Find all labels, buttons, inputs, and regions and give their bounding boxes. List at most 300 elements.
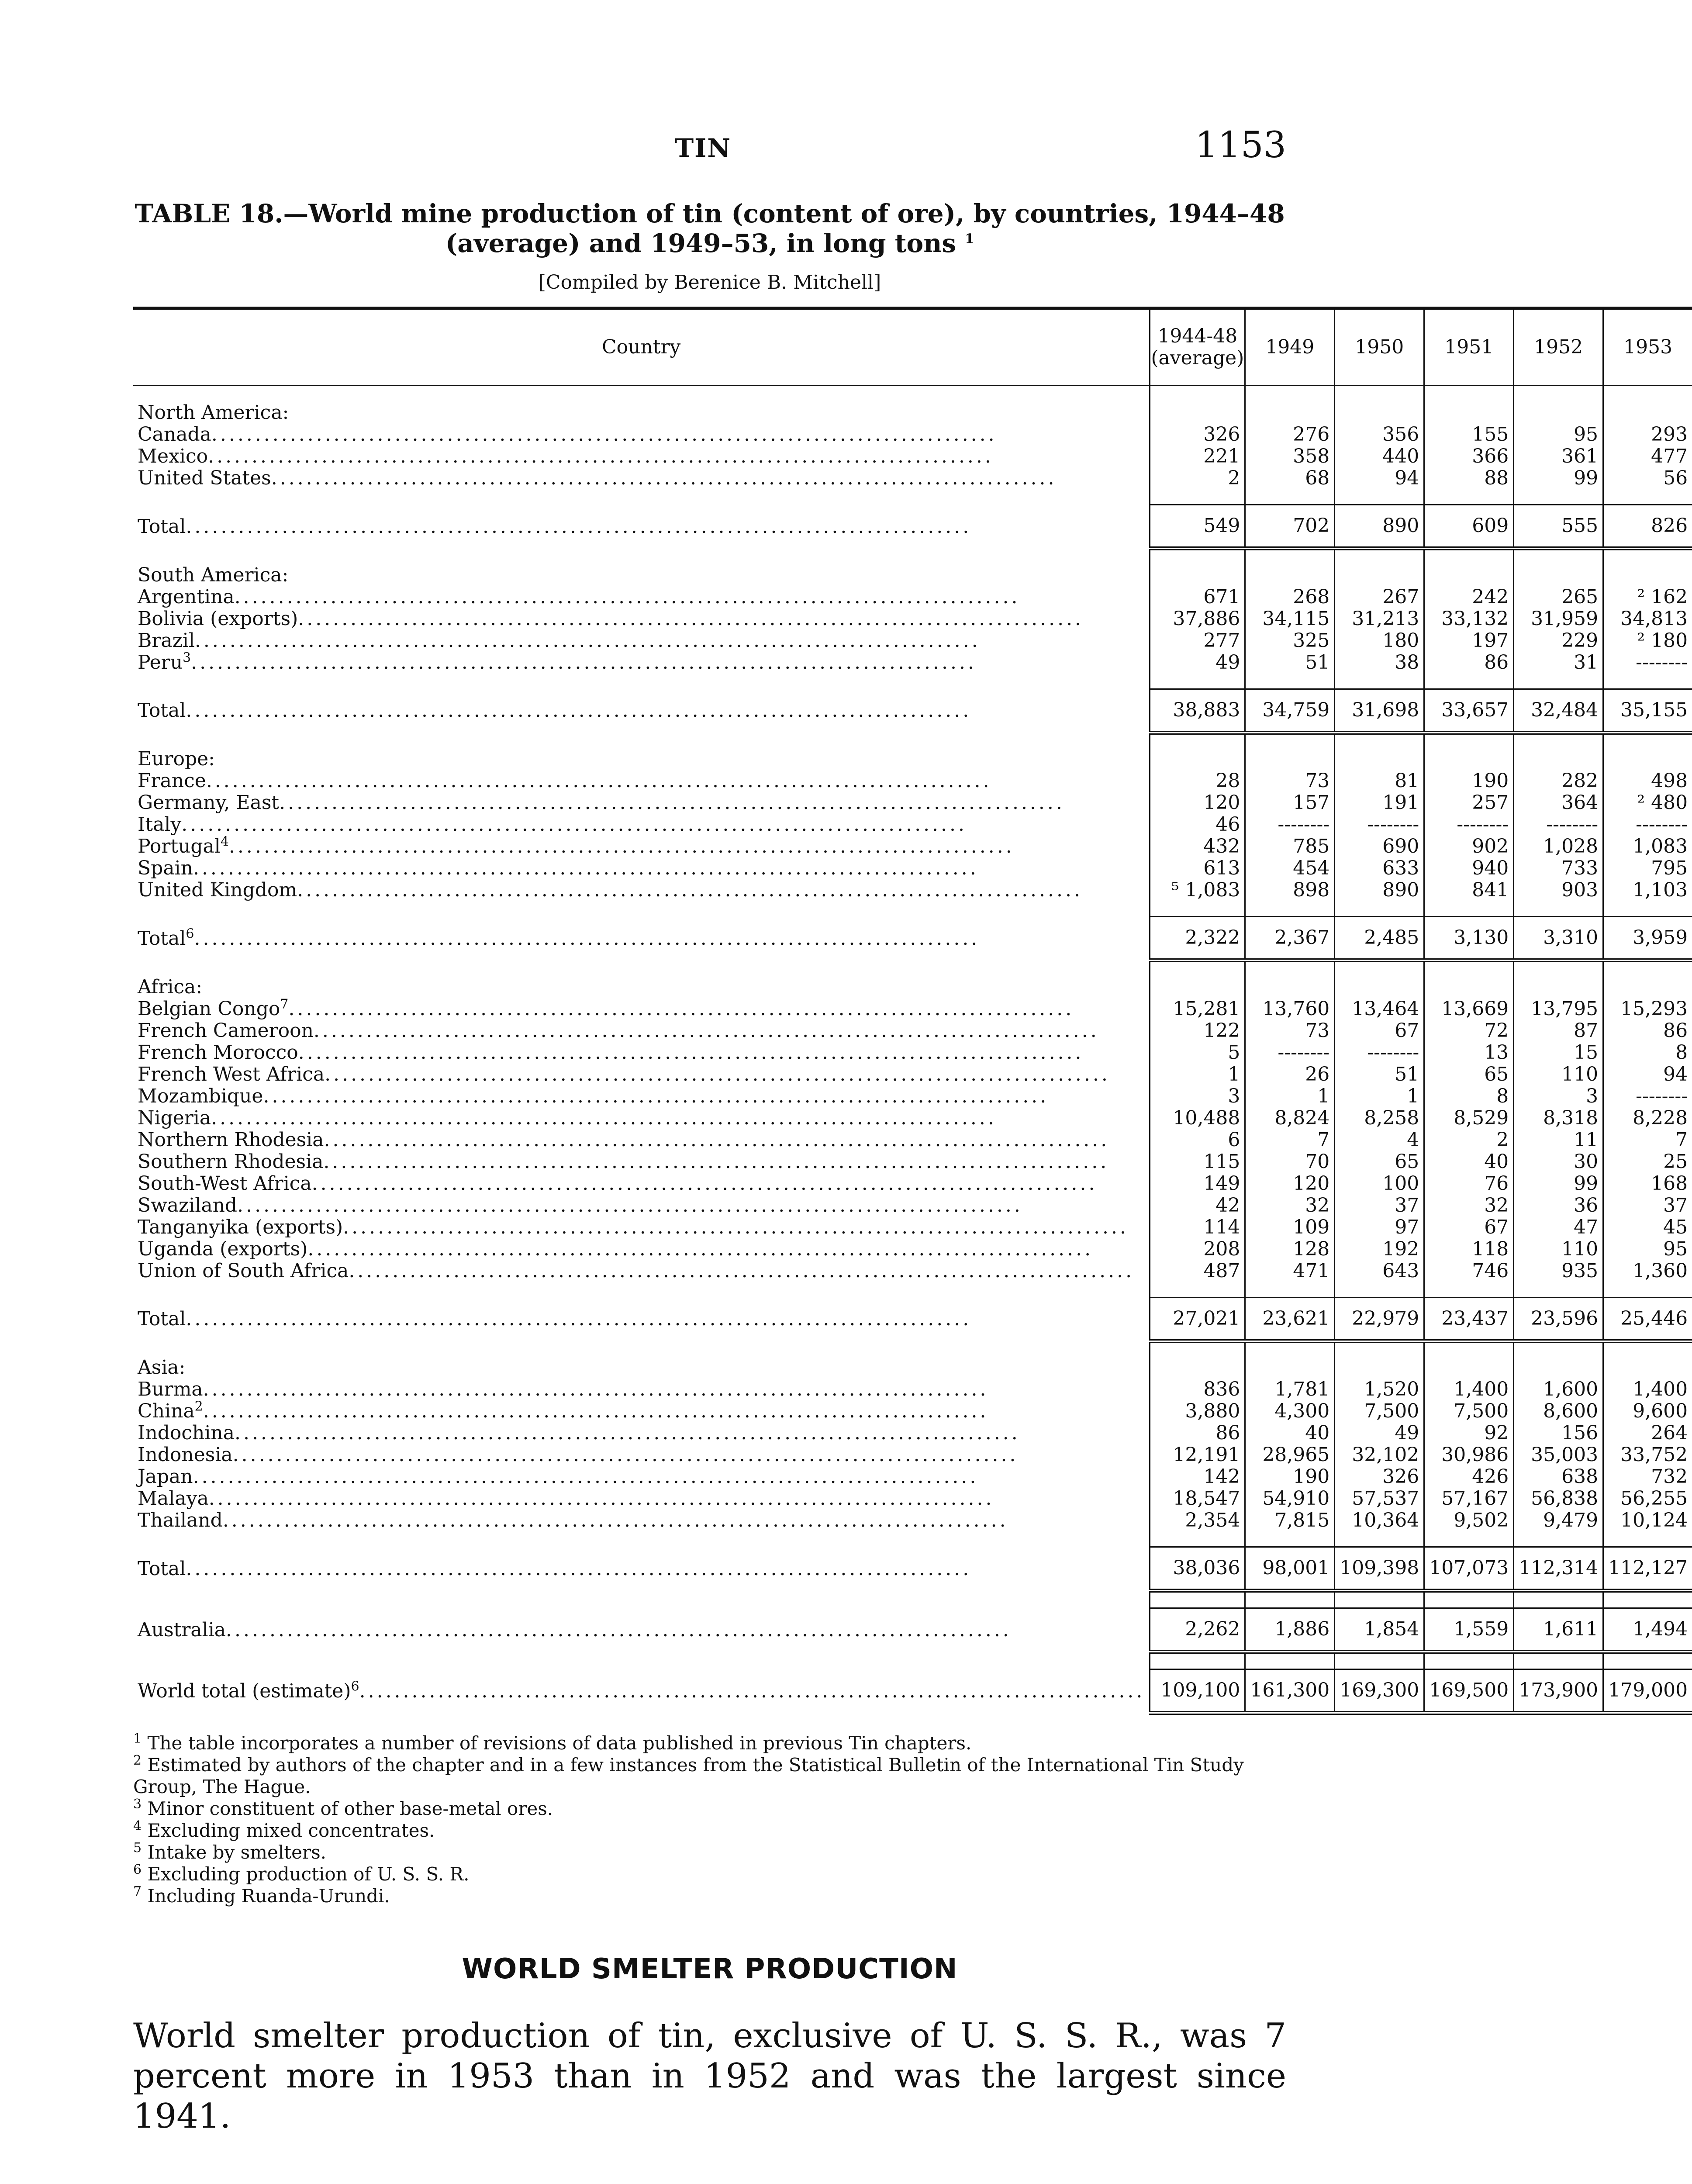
country-name: Thailand.......................................................................................... (138, 1509, 1008, 1531)
table-cell: 3,130 (1424, 917, 1514, 961)
table-cell: 38,036 (1150, 1547, 1245, 1591)
table-cell: 87 (1514, 1020, 1603, 1042)
table-row (133, 446, 1692, 467)
spacer-row (133, 1591, 1692, 1608)
table-cell: 10,124 (1603, 1510, 1692, 1531)
table-cell: 67 (1335, 1020, 1424, 1042)
spacer-row (133, 674, 1692, 689)
table-cell: -------- (1245, 1042, 1335, 1064)
table-cell: 73 (1245, 1020, 1335, 1042)
table-cell: 2,367 (1245, 917, 1335, 961)
table-cell: 1,559 (1424, 1608, 1514, 1652)
table-row (133, 792, 1692, 814)
section-title: WORLD SMELTER PRODUCTION (462, 1953, 958, 1985)
table-row (133, 836, 1692, 857)
table-cell: 208 (1150, 1238, 1245, 1260)
table-cell: 7,500 (1424, 1400, 1514, 1422)
table-cell: 88 (1424, 467, 1514, 489)
table-cell: 28 (1150, 770, 1245, 792)
table-row (133, 1422, 1692, 1444)
table-cell: 32,102 (1335, 1444, 1424, 1466)
empty-cell (1424, 1341, 1514, 1379)
table-cell: 13 (1424, 1042, 1514, 1064)
table-cell: 282 (1514, 770, 1603, 792)
table-row (133, 424, 1692, 446)
table-cell: 4 (1335, 1129, 1424, 1151)
table-cell: 3 (1150, 1085, 1245, 1107)
table-cell: 86 (1603, 1020, 1692, 1042)
table-cell: 37,886 (1150, 608, 1245, 630)
table-cell: 8,529 (1424, 1107, 1514, 1129)
table-cell: 13,760 (1245, 998, 1335, 1020)
table-row (133, 630, 1692, 652)
table-cell: 70 (1245, 1151, 1335, 1173)
country-name: Belgian Congo$^7$.......................................................................................... (138, 996, 1074, 1020)
table-row (133, 1085, 1692, 1107)
table-row (133, 1129, 1692, 1151)
table-cell: 40 (1424, 1151, 1514, 1173)
table-cell: 54,910 (1245, 1488, 1335, 1510)
table-cell: 47 (1514, 1216, 1603, 1238)
empty-cell (1603, 549, 1692, 586)
table-cell: 23,437 (1424, 1297, 1514, 1341)
table-row (133, 879, 1692, 901)
table-cell: 49 (1150, 652, 1245, 674)
table-cell: 32 (1245, 1195, 1335, 1216)
table-cell: 38 (1335, 652, 1424, 674)
empty-cell (1424, 961, 1514, 998)
table-cell: 27,021 (1150, 1297, 1245, 1341)
table-cell: 2,262 (1150, 1608, 1245, 1652)
column-header-1950: 1950 (1335, 308, 1424, 386)
table-cell: 795 (1603, 857, 1692, 879)
table-cell: 155 (1424, 424, 1514, 446)
table-cell: 94 (1603, 1064, 1692, 1085)
table-cell: 57,537 (1335, 1488, 1424, 1510)
table-cell: 267 (1335, 586, 1424, 608)
empty-cell (1335, 386, 1424, 424)
table-cell: 18,547 (1150, 1488, 1245, 1510)
table-cell: 1,360 (1603, 1260, 1692, 1282)
spacer-row (133, 901, 1692, 917)
table-cell: 161,300 (1245, 1669, 1335, 1713)
table-cell: 2,354 (1150, 1510, 1245, 1531)
table-cell: 32,484 (1514, 689, 1603, 733)
empty-cell (1245, 961, 1335, 998)
empty-cell (1245, 733, 1335, 770)
table-cell: 702 (1245, 505, 1335, 549)
total-label: Total.......................................................................................... (138, 1557, 972, 1580)
table-cell: 149 (1150, 1173, 1245, 1195)
table-cell: 364 (1514, 792, 1603, 814)
table-cell: 7,815 (1245, 1510, 1335, 1531)
country-name: French Morocco.......................................................................................... (138, 1041, 1084, 1064)
empty-cell (1603, 733, 1692, 770)
country-name: Indonesia.......................................................................................... (138, 1444, 1019, 1466)
table-cell: 356 (1335, 424, 1424, 446)
table-cell: 1,103 (1603, 879, 1692, 901)
region-heading-row (133, 549, 1692, 586)
table-cell: 940 (1424, 857, 1514, 879)
table-cell: 22,979 (1335, 1297, 1424, 1341)
table-cell: 15 (1514, 1042, 1603, 1064)
total-label: Total.......................................................................................... (138, 699, 972, 722)
country-name: Australia.......................................................................................... (138, 1618, 1012, 1641)
table-cell: 613 (1150, 857, 1245, 879)
country-name: United States.......................................................................................... (138, 467, 1057, 489)
table-cell: -------- (1424, 814, 1514, 836)
table-cell: 37 (1335, 1195, 1424, 1216)
table-cell: 935 (1514, 1260, 1603, 1282)
table-cell: 426 (1424, 1466, 1514, 1488)
table-cell: 671 (1150, 586, 1245, 608)
table-cell: 76 (1424, 1173, 1514, 1195)
table-cell: 8,600 (1514, 1400, 1603, 1422)
footnote: $^4$ Excluding mixed concentrates. (133, 1818, 435, 1841)
spacer-row (133, 1282, 1692, 1298)
compiled-by: [Compiled by Berenice B. Mitchell] (538, 271, 881, 294)
empty-cell (1245, 386, 1335, 424)
table-cell: 73 (1245, 770, 1335, 792)
table-cell: 94 (1335, 467, 1424, 489)
table-cell: ² 180 (1603, 630, 1692, 652)
table-row (133, 1444, 1692, 1466)
table-cell: 128 (1245, 1238, 1335, 1260)
table-cell: 25,446 (1603, 1297, 1692, 1341)
table-cell: 118 (1424, 1238, 1514, 1260)
table-cell: 1 (1150, 1064, 1245, 1085)
table-cell: 190 (1245, 1466, 1335, 1488)
table-cell: ⁵ 1,083 (1150, 879, 1245, 901)
table-cell: 890 (1335, 505, 1424, 549)
table-cell: 13,464 (1335, 998, 1424, 1020)
country-name: Tanganyika (exports).......................................................................................... (138, 1216, 1129, 1238)
table-cell: -------- (1335, 1042, 1424, 1064)
table-cell: 471 (1245, 1260, 1335, 1282)
country-name: Mexico.......................................................................................... (138, 445, 994, 467)
table-cell: 115 (1150, 1151, 1245, 1173)
country-name: Southern Rhodesia.......................................................................................... (138, 1150, 1109, 1173)
table-cell: 3,880 (1150, 1400, 1245, 1422)
table-cell: 34,759 (1245, 689, 1335, 733)
table-cell: 361 (1514, 446, 1603, 467)
table-row (133, 1466, 1692, 1488)
empty-cell (1150, 961, 1245, 998)
empty-cell (1150, 1341, 1245, 1379)
total-row (133, 1547, 1692, 1591)
table-cell: 168 (1603, 1173, 1692, 1195)
table-cell: -------- (1335, 814, 1424, 836)
body-paragraph: World smelter production of tin, exclusive of U. S. S. R., was 7 percent more in 1953 than in 1952 and was the largest since 1941. (133, 2016, 1286, 2136)
empty-cell (1514, 1341, 1603, 1379)
spacer-row (133, 489, 1692, 505)
table-cell: 35,003 (1514, 1444, 1603, 1466)
table-row (133, 1151, 1692, 1173)
table-cell: 25 (1603, 1151, 1692, 1173)
table-cell: 34,813 (1603, 608, 1692, 630)
running-head: TIN (675, 133, 732, 163)
table-cell: -------- (1603, 1085, 1692, 1107)
table-cell: 65 (1335, 1151, 1424, 1173)
table-cell: 112,127 (1603, 1547, 1692, 1591)
column-header-1951: 1951 (1424, 308, 1514, 386)
table-cell: 6 (1150, 1129, 1245, 1151)
empty-cell (1335, 549, 1424, 586)
table-cell: 836 (1150, 1379, 1245, 1400)
table-cell: 109 (1245, 1216, 1335, 1238)
footnote: $^5$ Intake by smelters. (133, 1840, 327, 1863)
table-cell: 173,900 (1514, 1669, 1603, 1713)
table-cell: 903 (1514, 879, 1603, 901)
table-cell: 2,322 (1150, 917, 1245, 961)
country-name: United Kingdom.......................................................................................... (138, 879, 1083, 901)
empty-cell (1335, 733, 1424, 770)
empty-cell (1150, 549, 1245, 586)
table-cell: 112,314 (1514, 1547, 1603, 1591)
region-heading: Africa: (138, 975, 203, 998)
empty-cell (1514, 961, 1603, 998)
tin-production-table (133, 307, 1692, 1715)
table-cell: 13,795 (1514, 998, 1603, 1020)
empty-cell (1514, 733, 1603, 770)
table-row (133, 1064, 1692, 1085)
table-cell: 40 (1245, 1422, 1335, 1444)
total-row (133, 505, 1692, 549)
table-caption-line2: (average) and 1949–53, in long tons $^1$ (445, 228, 974, 258)
table-cell: 30 (1514, 1151, 1603, 1173)
table-cell: 156 (1514, 1422, 1603, 1444)
table-cell: 902 (1424, 836, 1514, 857)
country-name: French West Africa.......................................................................................... (138, 1063, 1110, 1085)
table-cell: 45 (1603, 1216, 1692, 1238)
table-cell: 8,318 (1514, 1107, 1603, 1129)
table-cell: 2,485 (1335, 917, 1424, 961)
world-total-row (133, 1669, 1692, 1713)
table-cell: 643 (1335, 1260, 1424, 1282)
table-cell: 2 (1424, 1129, 1514, 1151)
total-label: Total.......................................................................................... (138, 1308, 972, 1330)
table-row (133, 586, 1692, 608)
table-cell: 487 (1150, 1260, 1245, 1282)
country-name: Indochina.......................................................................................... (138, 1422, 1020, 1444)
table-cell: 7 (1245, 1129, 1335, 1151)
table-cell: 30,986 (1424, 1444, 1514, 1466)
total-row (133, 917, 1692, 961)
table-row (133, 857, 1692, 879)
country-name: Portugal$^4$.......................................................................................... (138, 834, 1015, 857)
country-name: Germany, East.......................................................................................... (138, 791, 1065, 814)
table-cell: 120 (1150, 792, 1245, 814)
table-cell: 2 (1150, 467, 1245, 489)
table-cell: 109,100 (1150, 1669, 1245, 1713)
table-cell: 1,781 (1245, 1379, 1335, 1400)
empty-cell (1603, 1341, 1692, 1379)
table-row (133, 1379, 1692, 1400)
table-cell: 498 (1603, 770, 1692, 792)
table-cell: 9,479 (1514, 1510, 1603, 1531)
region-heading: South America: (138, 563, 289, 586)
table-cell: 5 (1150, 1042, 1245, 1064)
country-name: Argentina.......................................................................................... (138, 585, 1020, 608)
table-cell: 72 (1424, 1020, 1514, 1042)
country-name: France.......................................................................................... (138, 770, 992, 792)
table-cell: 99 (1514, 1173, 1603, 1195)
table-cell: 7,500 (1335, 1400, 1424, 1422)
table-row (133, 1238, 1692, 1260)
table-cell: 192 (1335, 1238, 1424, 1260)
table-cell: 157 (1245, 792, 1335, 814)
footnote: $^7$ Including Ruanda-Urundi. (133, 1884, 390, 1907)
total-row (133, 689, 1692, 733)
table-cell: 99 (1514, 467, 1603, 489)
empty-cell (1335, 961, 1424, 998)
table-cell: ² 480 (1603, 792, 1692, 814)
country-name: Mozambique.......................................................................................... (138, 1085, 1049, 1107)
country-name: Brazil.......................................................................................... (138, 629, 981, 652)
country-name: Malaya.......................................................................................... (138, 1487, 994, 1510)
table-cell: 221 (1150, 446, 1245, 467)
table-cell: 107,073 (1424, 1547, 1514, 1591)
table-cell: 4,300 (1245, 1400, 1335, 1422)
table-row (133, 1260, 1692, 1282)
region-heading-row (133, 1341, 1692, 1379)
table-caption-line1: TABLE 18.—World mine production of tin (content of ore), by countries, 1944–48 (135, 199, 1285, 228)
table-cell: 13,669 (1424, 998, 1514, 1020)
country-name: China$^2$.......................................................................................... (138, 1399, 989, 1422)
table-cell: 898 (1245, 879, 1335, 901)
table-row (133, 1195, 1692, 1216)
table-cell: 190 (1424, 770, 1514, 792)
table-cell: 1,400 (1603, 1379, 1692, 1400)
table-row (133, 1510, 1692, 1531)
table-cell: 114 (1150, 1216, 1245, 1238)
table-cell: 98,001 (1245, 1547, 1335, 1591)
table-cell: 10,488 (1150, 1107, 1245, 1129)
country-name: South-West Africa.......................................................................................... (138, 1172, 1098, 1195)
table-cell: 86 (1150, 1422, 1245, 1444)
table-cell: 10,364 (1335, 1510, 1424, 1531)
table-cell: 36 (1514, 1195, 1603, 1216)
region-heading-row (133, 961, 1692, 998)
table-cell: 8,258 (1335, 1107, 1424, 1129)
table-cell: 179,000 (1603, 1669, 1692, 1713)
table-cell: 477 (1603, 446, 1692, 467)
table-cell: 56 (1603, 467, 1692, 489)
table-cell: 46 (1150, 814, 1245, 836)
country-name: Burma.......................................................................................... (138, 1378, 989, 1400)
table-cell: 42 (1150, 1195, 1245, 1216)
table-cell: 51 (1335, 1064, 1424, 1085)
column-header-country: Country (133, 308, 1150, 386)
table-cell: 169,500 (1424, 1669, 1514, 1713)
table-body (133, 386, 1692, 1713)
table-cell: 15,293 (1603, 998, 1692, 1020)
table-cell: 169,300 (1335, 1669, 1424, 1713)
page (133, 124, 1688, 2136)
table-cell: 97 (1335, 1216, 1424, 1238)
table-cell: 57,167 (1424, 1488, 1514, 1510)
table-row (133, 1173, 1692, 1195)
country-name: Northern Rhodesia.......................................................................................... (138, 1128, 1110, 1151)
page-header (133, 124, 1286, 173)
table-cell: 366 (1424, 446, 1514, 467)
table-row (133, 770, 1692, 792)
table-cell: 265 (1514, 586, 1603, 608)
table-cell: 38,883 (1150, 689, 1245, 733)
table-cell: 1,494 (1603, 1608, 1692, 1652)
table-cell: 890 (1335, 879, 1424, 901)
table-row (133, 1488, 1692, 1510)
table-header-row (133, 308, 1692, 386)
country-name: Italy.......................................................................................... (138, 813, 967, 836)
spacer-row (133, 1531, 1692, 1547)
table-cell: 326 (1335, 1466, 1424, 1488)
table-row (133, 1042, 1692, 1064)
table-cell: 633 (1335, 857, 1424, 879)
region-heading: North America: (138, 401, 289, 424)
table-cell: 1,854 (1335, 1608, 1424, 1652)
table-cell: 56,255 (1603, 1488, 1692, 1510)
table-row (133, 1107, 1692, 1129)
empty-cell (1335, 1341, 1424, 1379)
total-label: Total$^6$.......................................................................................... (138, 926, 980, 950)
country-name: Nigeria.......................................................................................... (138, 1106, 997, 1129)
country-name: Peru$^3$.......................................................................................... (138, 650, 977, 674)
table-cell: 277 (1150, 630, 1245, 652)
empty-cell (1424, 733, 1514, 770)
table-cell: 326 (1150, 424, 1245, 446)
column-header-1952: 1952 (1514, 308, 1603, 386)
table-caption (133, 199, 1286, 258)
country-name: Swaziland.......................................................................................... (138, 1194, 1023, 1216)
table-cell: -------- (1245, 814, 1335, 836)
table-cell: 826 (1603, 505, 1692, 549)
table-cell: -------- (1603, 814, 1692, 836)
table-cell: 242 (1424, 586, 1514, 608)
table-cell: 1 (1245, 1085, 1335, 1107)
table-cell: 609 (1424, 505, 1514, 549)
table-cell: 732 (1603, 1466, 1692, 1488)
table-cell: 95 (1603, 1238, 1692, 1260)
table-cell: 268 (1245, 586, 1335, 608)
table-cell: 51 (1245, 652, 1335, 674)
table-cell: 3 (1514, 1085, 1603, 1107)
table-cell: 3,959 (1603, 917, 1692, 961)
table-cell: 9,600 (1603, 1400, 1692, 1422)
table-cell: 180 (1335, 630, 1424, 652)
table-row (133, 1216, 1692, 1238)
table-cell: 56,838 (1514, 1488, 1603, 1510)
table-cell: 638 (1514, 1466, 1603, 1488)
table-cell: 293 (1603, 424, 1692, 446)
table-cell: 746 (1424, 1260, 1514, 1282)
table-cell: 229 (1514, 630, 1603, 652)
footnote: $^6$ Excluding production of U. S. S. R. (133, 1862, 470, 1885)
table-cell: 1,028 (1514, 836, 1603, 857)
table-cell: ² 162 (1603, 586, 1692, 608)
table-cell: 8,824 (1245, 1107, 1335, 1129)
total-label: Total.......................................................................................... (138, 515, 972, 538)
table-cell: 197 (1424, 630, 1514, 652)
table-cell: 325 (1245, 630, 1335, 652)
table-cell: 1,400 (1424, 1379, 1514, 1400)
page-number: 1153 (1195, 124, 1286, 166)
table-cell: 95 (1514, 424, 1603, 446)
empty-cell (1603, 386, 1692, 424)
table-cell: 33,657 (1424, 689, 1514, 733)
empty-cell (1150, 733, 1245, 770)
table-cell: 191 (1335, 792, 1424, 814)
